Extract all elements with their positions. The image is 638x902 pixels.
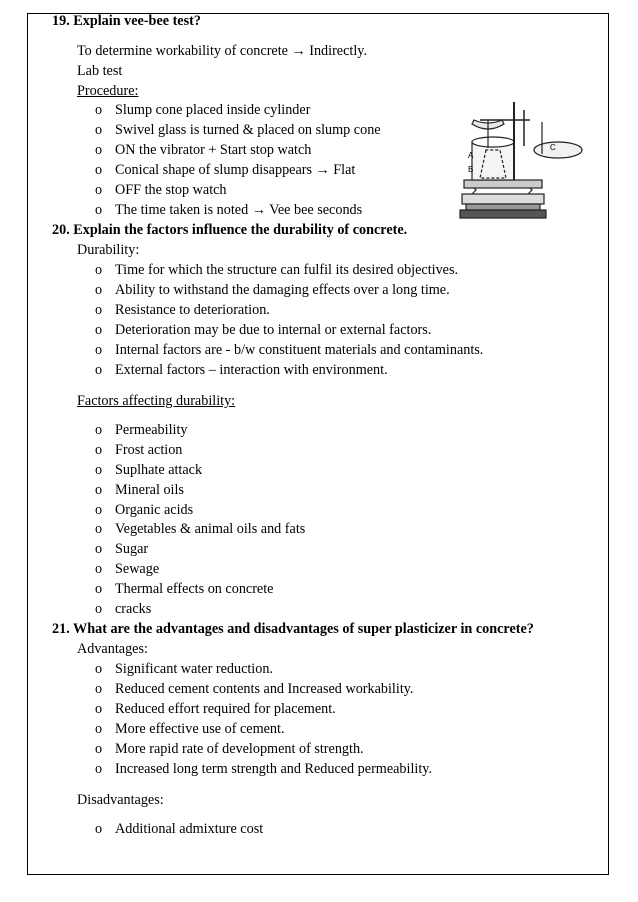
q21-disadvantages-heading: Disadvantages: [77,792,164,808]
list-item: o More effective use of cement. [95,721,285,737]
list-item: o Vegetables & animal oils and fats [95,521,306,537]
q20-factors-heading: Factors affecting durability: [77,393,236,409]
question-20-title: 20. Explain the factors influence the durability of concrete. [52,222,408,238]
list-item: o Suplhate attack [95,462,203,478]
figure-label-c: C [550,143,556,152]
list-item: o Thermal effects on concrete [95,581,274,597]
list-item: o Increased long term strength and Reduced permeability. [95,761,433,777]
list-item: o Permeability [95,422,188,438]
list-item: o Slump cone placed inside cylinder [95,102,311,118]
list-item: o Resistance to deterioration. [95,302,270,318]
list-item: o Internal factors are - b/w constituent materials and contaminants. [95,342,484,358]
list-item: o Deterioration may be due to internal or external factors. [95,322,432,338]
question-21-title: 21. What are the advantages and disadvantages of super plasticizer in concrete? [52,621,534,637]
q19-purpose: To determine workability of concrete → Indirectly. [77,43,368,59]
list-item: o External factors – interaction with environment. [95,362,388,378]
vee-bee-apparatus-figure [458,98,588,226]
q20-durability-heading: Durability: [77,242,140,258]
list-item: o Sugar [95,541,149,557]
q19-lab-test: Lab test [77,63,123,79]
list-item: o Reduced effort required for placement. [95,701,336,717]
list-item: o Organic acids [95,502,194,518]
figure-label-a: A [468,151,474,160]
list-item: o Sewage [95,561,160,577]
list-item: o More rapid rate of development of strength. [95,741,364,757]
question-19-title: 19. Explain vee-bee test? [52,13,201,29]
list-item: o Mineral oils [95,482,184,498]
figure-label-b: B [468,165,474,174]
list-item: o Significant water reduction. [95,661,273,677]
list-item: o Time for which the structure can fulfil its desired objectives. [95,262,459,278]
list-item: o Ability to withstand the damaging effects over a long time. [95,282,450,298]
list-item: o The time taken is noted → Vee bee seconds [95,202,363,218]
list-item: o cracks [95,601,152,617]
q21-advantages-heading: Advantages: [77,641,148,657]
list-item: o OFF the stop watch [95,182,227,198]
list-item: o Swivel glass is turned & placed on slump cone [95,122,381,138]
list-item: o Conical shape of slump disappears → Flat [95,162,356,178]
list-item: o Reduced cement contents and Increased workability. [95,681,414,697]
q19-procedure-heading: Procedure: [77,83,139,99]
list-item: o Additional admixture cost [95,821,264,837]
list-item: o Frost action [95,442,183,458]
list-item: o ON the vibrator + Start stop watch [95,142,312,158]
